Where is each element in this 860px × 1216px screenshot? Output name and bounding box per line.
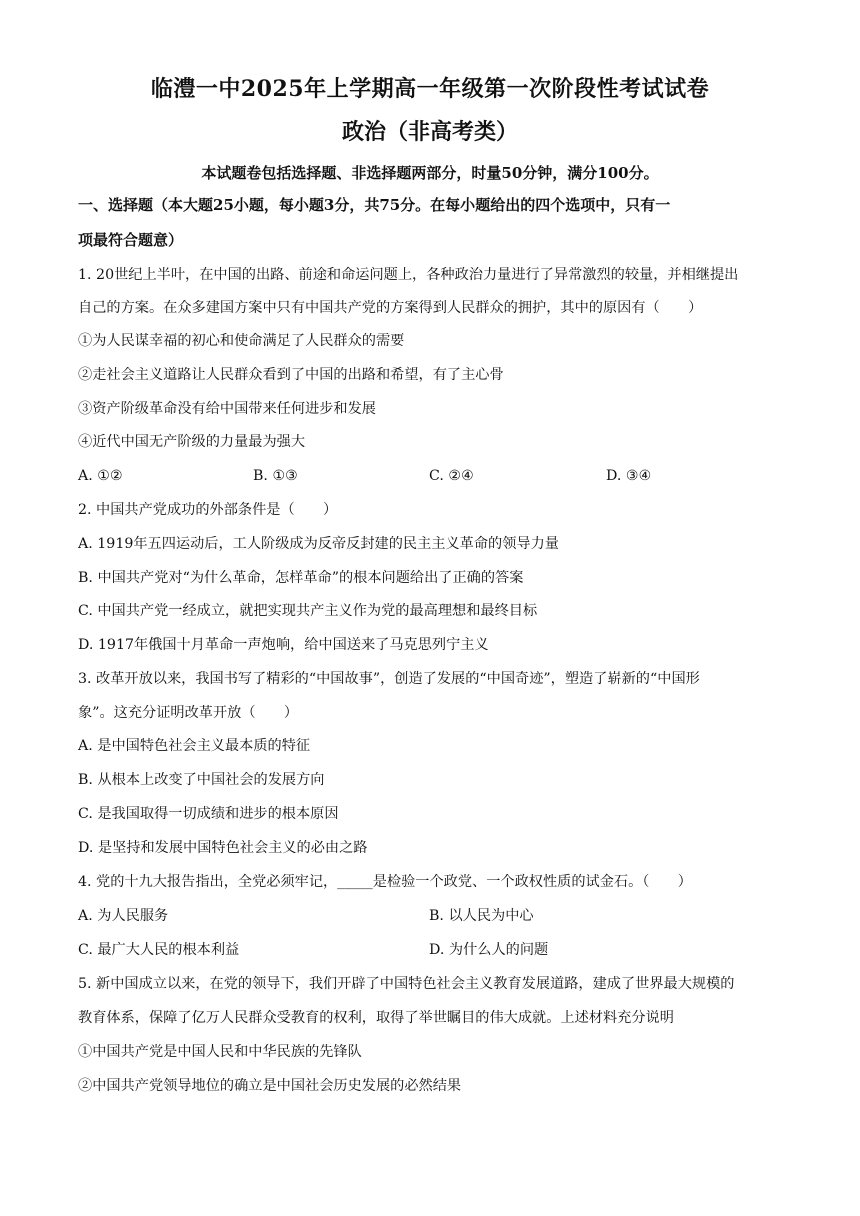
q3-option-b: B. 从根本上改变了中国社会的发展方向 <box>78 772 325 788</box>
q2-option-d: D. 1917年俄国十月革命一声炮响，给中国送来了马克思列宁主义 <box>78 637 489 653</box>
q1-statement-2: ②走社会主义道路让人民群众看到了中国的出路和希望，有了主心骨 <box>78 367 504 383</box>
q3-option-c: C. 是我国取得一切成绩和进步的根本原因 <box>78 806 339 822</box>
exam-title: 临澧一中2025年上学期高一年级第一次阶段性考试试卷 <box>150 76 710 102</box>
q1-option-d: D. ③④ <box>606 468 652 484</box>
exam-instructions: 本试题卷包括选择题、非选择题两部分，时量50分钟，满分100分。 <box>201 164 659 182</box>
q1-option-b: B. ①③ <box>253 468 298 484</box>
q4-option-c: C. 最广大人民的根本利益 <box>78 942 240 958</box>
q2-stem: 2. 中国共产党成功的外部条件是（ ） <box>78 502 338 518</box>
q1-statement-4: ④近代中国无产阶级的力量最为强大 <box>78 434 306 450</box>
q4-option-b: B. 以人民为中心 <box>429 908 534 924</box>
q2-option-c: C. 中国共产党一经成立，就把实现共产主义作为党的最高理想和最终目标 <box>78 603 538 619</box>
q1-stem-line2: 自己的方案。在众多建国方案中只有中国共产党的方案得到人民群众的拥护，其中的原因有（ ） <box>78 300 703 316</box>
q1-option-a: A. ①② <box>78 468 123 484</box>
q1-statement-3: ③资产阶级革命没有给中国带来任何进步和发展 <box>78 401 376 417</box>
q4-option-a: A. 为人民服务 <box>78 908 169 924</box>
exam-subtitle: 政治（非高考类） <box>341 119 518 145</box>
q3-stem-line1: 3. 改革开放以来，我国书写了精彩的“中国故事”，创造了发展的“中国奇迹”，塑造了崭新的“中国形 <box>78 671 700 687</box>
q4-option-d: D. 为什么人的问题 <box>429 942 549 958</box>
q3-option-a: A. 是中国特色社会主义最本质的特征 <box>78 738 311 754</box>
q5-stem-line2: 教育体系，保障了亿万人民群众受教育的权利，取得了举世瞩目的伟大成就。上述材料充分说明 <box>78 1010 674 1026</box>
q5-stem-line1: 5. 新中国成立以来，在党的领导下，我们开辟了中国特色社会主义教育发展道路，建成了世界最大规模的 <box>78 976 735 992</box>
q1-stem-line1: 1. 20世纪上半叶，在中国的出路、前途和命运问题上，各种政治力量进行了异常激烈的较量，并相继提出 <box>78 267 739 283</box>
q3-option-d: D. 是坚持和发展中国特色社会主义的必由之路 <box>78 840 368 856</box>
q5-statement-2: ②中国共产党领导地位的确立是中国社会历史发展的必然结果 <box>78 1078 462 1094</box>
q2-option-a: A. 1919年五四运动后，工人阶级成为反帝反封建的民主主义革命的领导力量 <box>78 536 559 552</box>
section-heading-line2: 项最符合题意） <box>78 231 184 249</box>
q1-statement-1: ①为人民谋幸福的初心和使命满足了人民群众的需要 <box>78 333 405 349</box>
section-heading-line1: 一、选择题（本大题25小题，每小题3分，共75分。在每小题给出的四个选项中，只有一 <box>78 196 671 214</box>
q4-stem: 4. 党的十九大报告指出，全党必须牢记，_____是检验一个政党、一个政权性质的试金石。（ ） <box>78 874 692 890</box>
q3-stem-line2: 象”。这充分证明改革开放（ ） <box>78 705 299 721</box>
q2-option-b: B. 中国共产党对“为什么革命，怎样革命”的根本问题给出了正确的答案 <box>78 570 524 586</box>
q1-option-c: C. ②④ <box>429 468 474 484</box>
q5-statement-1: ①中国共产党是中国人民和中华民族的先锋队 <box>78 1044 362 1060</box>
